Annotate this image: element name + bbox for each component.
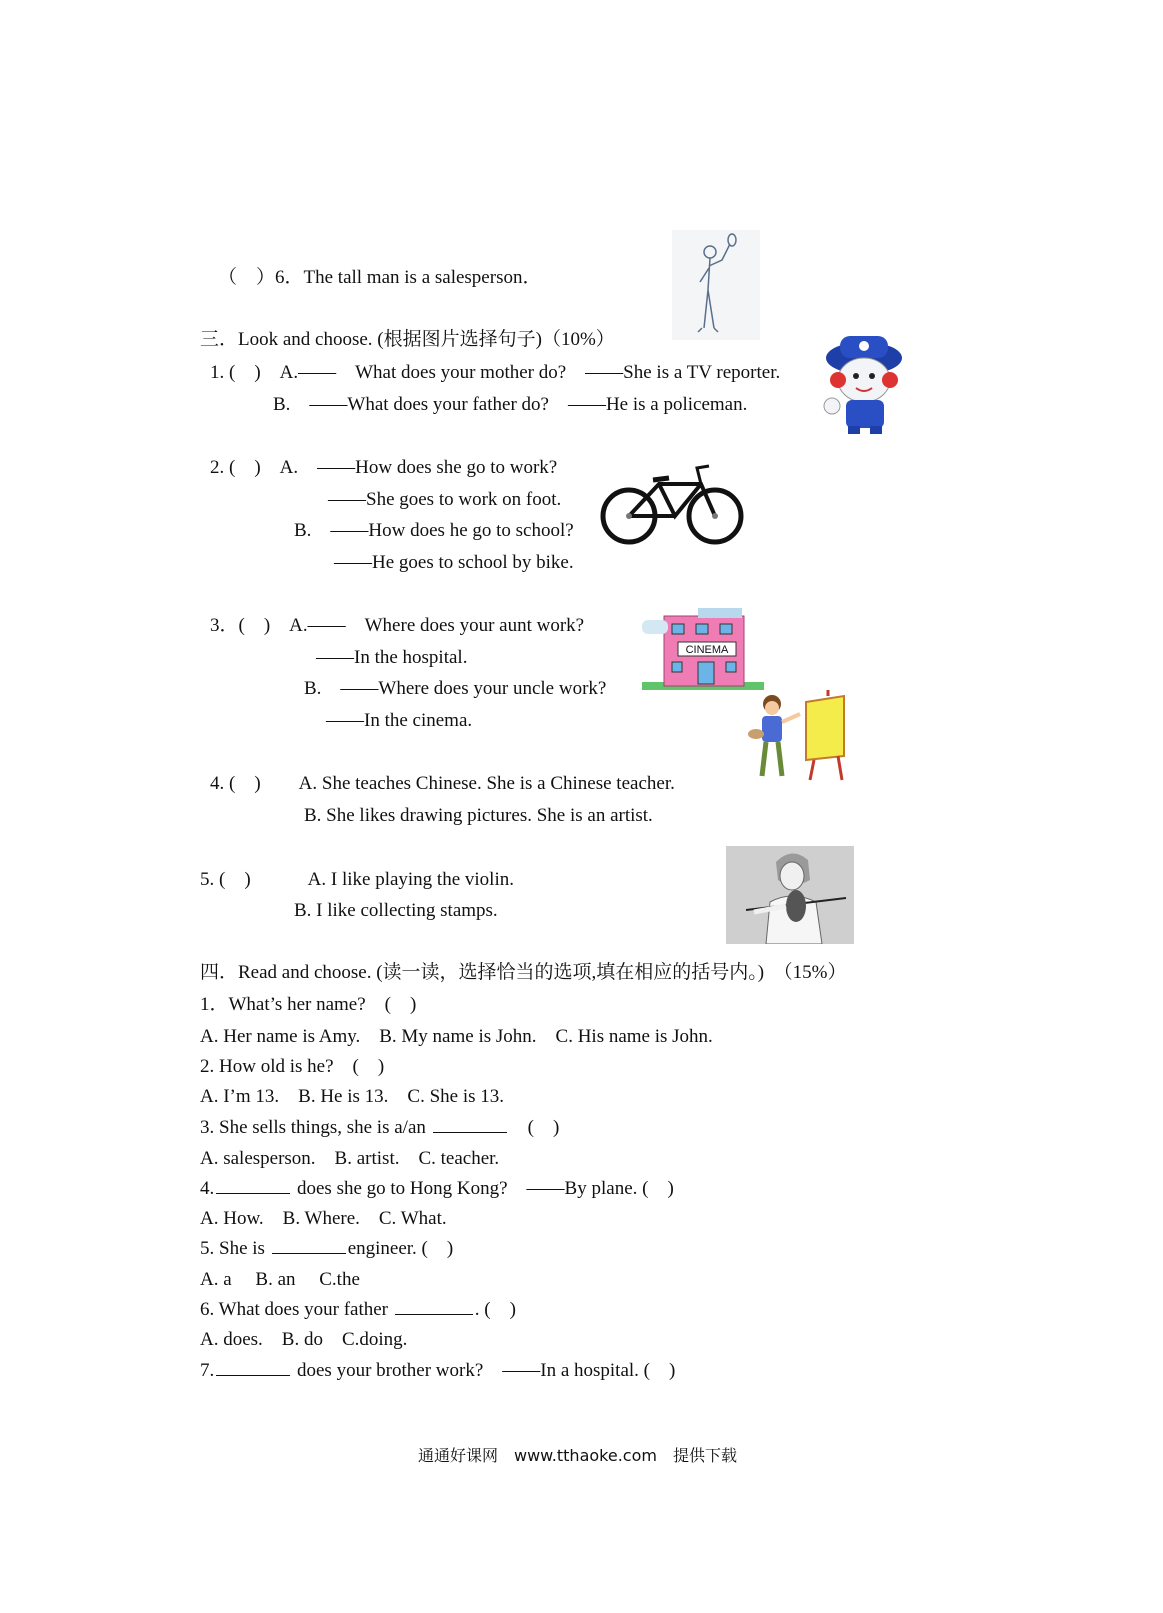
violinist-illustration bbox=[726, 846, 854, 944]
s4-q6-text: 6. What does your father . ( ) bbox=[200, 1299, 516, 1320]
bicycle-illustration bbox=[597, 460, 747, 548]
s4-q7-blank[interactable] bbox=[216, 1374, 290, 1376]
s3-q3-option-b-question: B. ——Where does your uncle work? bbox=[304, 678, 607, 699]
s4-q4-blank[interactable] bbox=[216, 1192, 290, 1194]
s4-q1-text: 1．What’s her name? ( ) bbox=[200, 994, 417, 1015]
s4-q5-text: 5. She is engineer. ( ) bbox=[200, 1238, 454, 1259]
s3-q4-option-b: B. She likes drawing pictures. She is an artist. bbox=[304, 805, 653, 826]
s3-q3-option-a-question: 3．( ) A.—— Where does your aunt work? bbox=[210, 615, 585, 636]
question-6-text: （ ）6．The tall man is a salesperson． bbox=[218, 267, 542, 288]
section-3-heading: 三．Look and choose. (根据图片选择句子)（10%） bbox=[200, 329, 615, 350]
s3-q1-option-b: B. ——What does your father do? ——He is a policeman. bbox=[273, 394, 748, 415]
s4-q3-text: 3. She sells things, she is a/an ( ) bbox=[200, 1117, 560, 1138]
footer-source: 通通好课网 www.tthaoke.com 提供下载 bbox=[418, 1446, 737, 1465]
s3-q2-option-a-answer: ——She goes to work on foot. bbox=[328, 489, 562, 510]
s3-q3-option-b-answer: ——In the cinema. bbox=[326, 710, 473, 731]
s4-q5-options: A. a B. an C.the bbox=[200, 1269, 360, 1290]
s3-q3-option-a-answer: ——In the hospital. bbox=[316, 647, 468, 668]
s4-q2-options: A. I’m 13. B. He is 13. C. She is 13. bbox=[200, 1086, 505, 1107]
s4-q1-options: A. Her name is Amy. B. My name is John. C. His name is John. bbox=[200, 1026, 713, 1047]
s4-q3-blank[interactable] bbox=[433, 1131, 507, 1133]
s3-q1-option-a: 1. ( ) A.—— What does your mother do? ——She is a TV reporter. bbox=[210, 362, 781, 383]
s4-q7-text: 7. does your brother work? ——In a hospital. ( ) bbox=[200, 1360, 676, 1381]
s4-q3-options: A. salesperson. B. artist. C. teacher. bbox=[200, 1148, 500, 1169]
s3-q5-option-b: B. I like collecting stamps. bbox=[294, 900, 498, 921]
s4-q4-text: 4. does she go to Hong Kong? ——By plane. ( ) bbox=[200, 1178, 674, 1199]
s4-q6-blank[interactable] bbox=[395, 1313, 473, 1315]
cinema-illustration bbox=[638, 606, 768, 692]
s3-q2-option-b-answer: ——He goes to school by bike. bbox=[334, 552, 574, 573]
s4-q5-blank[interactable] bbox=[272, 1252, 346, 1254]
s3-q5-option-a: 5. ( ) A. I like playing the violin. bbox=[200, 869, 514, 890]
s3-q2-option-a-question: 2. ( ) A. ——How does she go to work? bbox=[210, 457, 558, 478]
man-illustration bbox=[672, 230, 760, 340]
s3-q4-option-a: 4. ( ) A. She teaches Chinese. She is a Chinese teacher. bbox=[210, 773, 675, 794]
section-4-heading: 四．Read and choose. (读一读，选择恰当的选项,填在相应的括号内。) （15%） bbox=[200, 962, 847, 983]
s4-q6-options: A. does. B. do C.doing. bbox=[200, 1329, 408, 1350]
artist-illustration bbox=[748, 690, 852, 782]
s3-q2-option-b-question: B. ——How does he go to school? bbox=[294, 520, 574, 541]
policeman-illustration bbox=[818, 328, 914, 436]
s4-q4-options: A. How. B. Where. C. What. bbox=[200, 1208, 447, 1229]
s4-q2-text: 2. How old is he? ( ) bbox=[200, 1056, 385, 1077]
cinema-sign-text: CINEMA bbox=[685, 644, 729, 656]
